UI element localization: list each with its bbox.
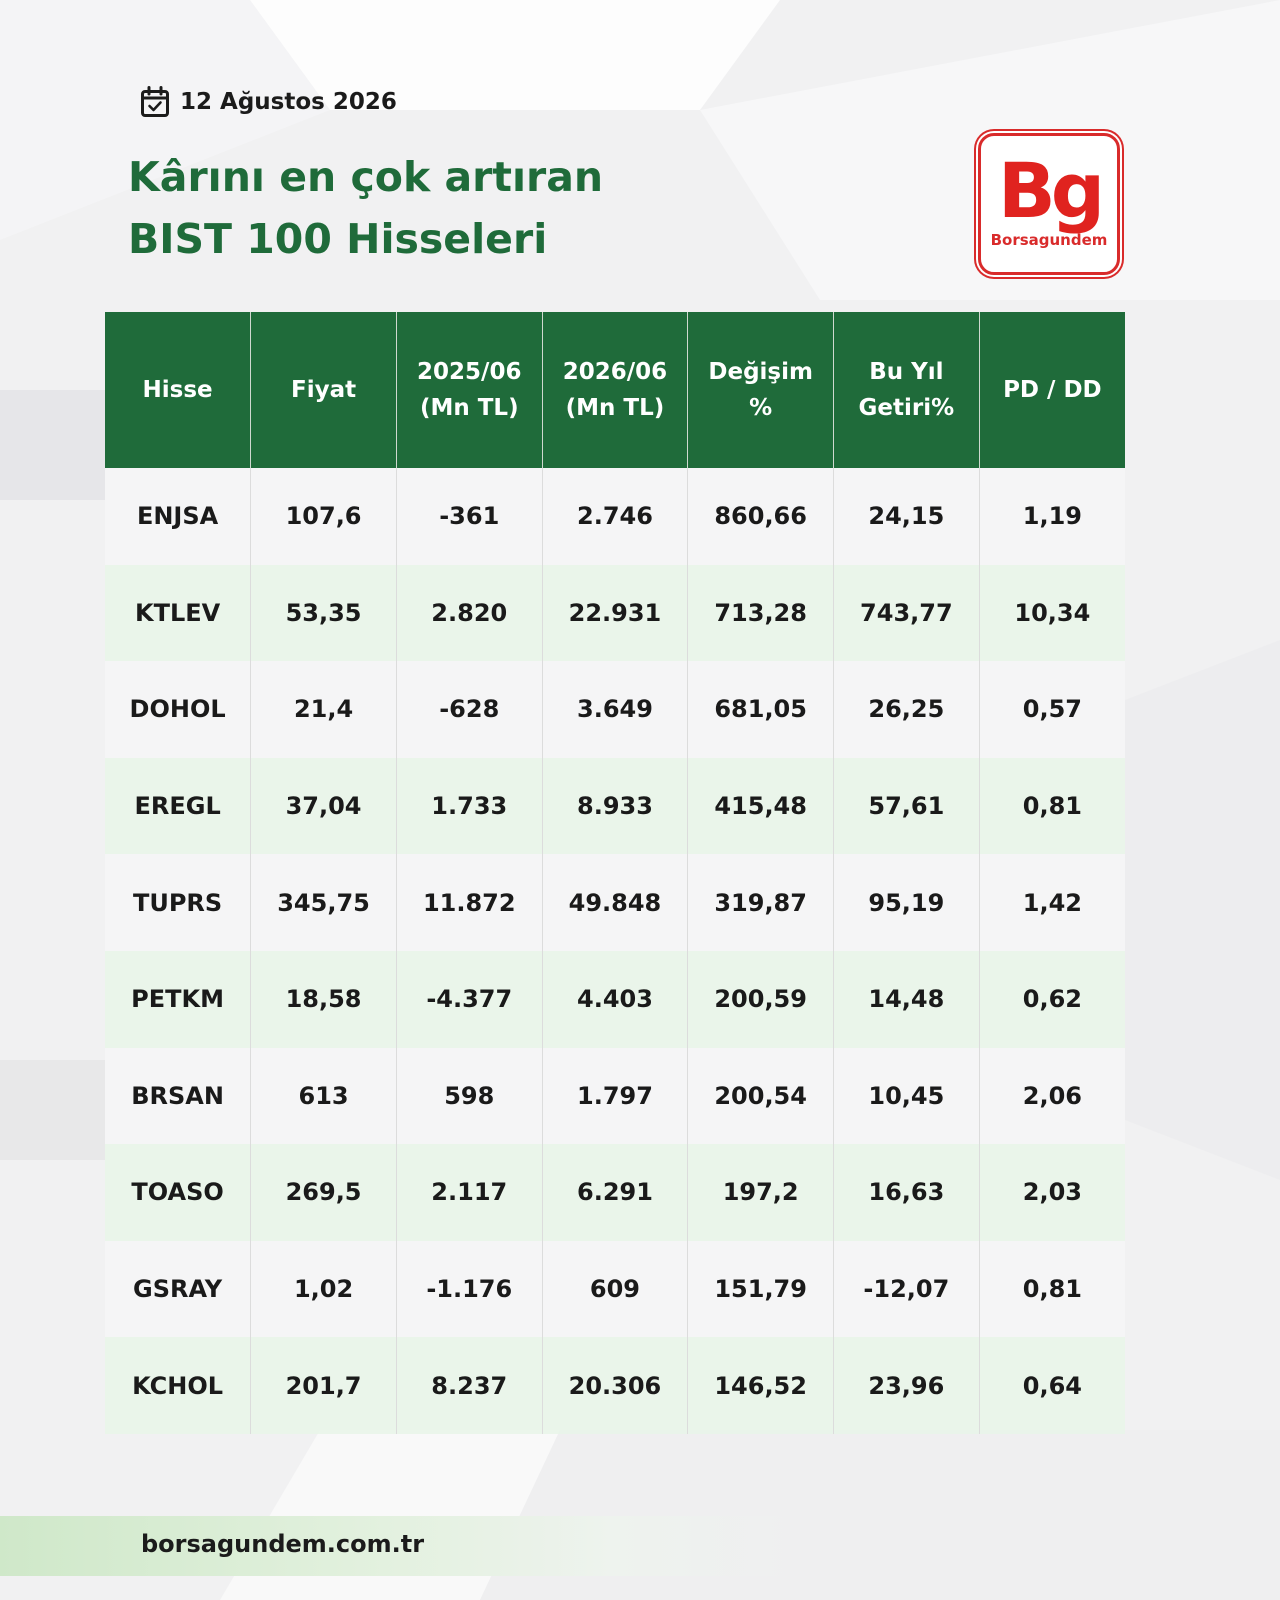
- cell-hisse: ENJSA: [105, 468, 251, 565]
- table-row: [105, 951, 1125, 1048]
- title-line-1: Kârını en çok artıran: [128, 153, 604, 201]
- cell-kar-2026: 6.291: [542, 1144, 688, 1241]
- column-header-fiyat: [251, 312, 397, 468]
- cell-getiri: 26,25: [834, 661, 980, 758]
- cell-hisse: KTLEV: [105, 565, 251, 662]
- cell-kar-2025: 2.820: [396, 565, 542, 662]
- cell-hisse: TOASO: [105, 1144, 251, 1241]
- column-header-line: Hisse: [142, 377, 213, 403]
- column-header-line: (Mn TL): [419, 395, 519, 421]
- column-header-getiri: [834, 312, 980, 468]
- cell-getiri: 57,61: [834, 758, 980, 855]
- column-header-kar-2026: [542, 312, 688, 468]
- cell-getiri: 23,96: [834, 1337, 980, 1434]
- cell-kar-2025: -4.377: [396, 951, 542, 1048]
- cell-degisim: 681,05: [688, 661, 834, 758]
- table-body: [105, 468, 1125, 1434]
- date-row: [140, 86, 397, 118]
- cell-kar-2025: 8.237: [396, 1337, 542, 1434]
- stocks-table-container: [105, 312, 1125, 1434]
- cell-hisse: GSRAY: [105, 1241, 251, 1338]
- cell-pd-dd: 0,57: [979, 661, 1125, 758]
- table-header-row: [105, 312, 1125, 468]
- cell-degisim: 415,48: [688, 758, 834, 855]
- cell-kar-2025: -628: [396, 661, 542, 758]
- cell-pd-dd: 2,03: [979, 1144, 1125, 1241]
- cell-kar-2026: 4.403: [542, 951, 688, 1048]
- cell-getiri: -12,07: [834, 1241, 980, 1338]
- column-header-line: Fiyat: [291, 377, 357, 403]
- borsagundem-logo: [978, 133, 1120, 275]
- cell-getiri: 95,19: [834, 854, 980, 951]
- table-row: [105, 854, 1125, 951]
- cell-kar-2026: 609: [542, 1241, 688, 1338]
- cell-hisse: KCHOL: [105, 1337, 251, 1434]
- cell-fiyat: 269,5: [251, 1144, 397, 1241]
- date-text: 12 Ağustos 2026: [180, 89, 397, 115]
- cell-degisim: 151,79: [688, 1241, 834, 1338]
- cell-pd-dd: 0,81: [979, 758, 1125, 855]
- cell-kar-2026: 49.848: [542, 854, 688, 951]
- column-header-line: PD / DD: [1003, 377, 1102, 403]
- column-header-degisim: [688, 312, 834, 468]
- cell-degisim: 146,52: [688, 1337, 834, 1434]
- cell-degisim: 200,59: [688, 951, 834, 1048]
- column-header-pd-dd: [979, 312, 1125, 468]
- column-header-hisse: [105, 312, 251, 468]
- cell-fiyat: 613: [251, 1048, 397, 1145]
- column-header-line: 2025/06: [417, 359, 522, 385]
- cell-fiyat: 201,7: [251, 1337, 397, 1434]
- logo-mark: Bg: [997, 146, 1101, 235]
- cell-fiyat: 345,75: [251, 854, 397, 951]
- cell-degisim: 197,2: [688, 1144, 834, 1241]
- calendar-check-icon: [140, 86, 170, 118]
- cell-kar-2025: 11.872: [396, 854, 542, 951]
- table-row: [105, 468, 1125, 565]
- cell-fiyat: 21,4: [251, 661, 397, 758]
- cell-kar-2025: 598: [396, 1048, 542, 1145]
- table-row: [105, 1241, 1125, 1338]
- cell-kar-2026: 20.306: [542, 1337, 688, 1434]
- table-row: [105, 1048, 1125, 1145]
- cell-kar-2025: 2.117: [396, 1144, 542, 1241]
- cell-kar-2025: -361: [396, 468, 542, 565]
- cell-fiyat: 18,58: [251, 951, 397, 1048]
- cell-kar-2026: 1.797: [542, 1048, 688, 1145]
- cell-degisim: 200,54: [688, 1048, 834, 1145]
- cell-kar-2026: 2.746: [542, 468, 688, 565]
- column-header-line: Değişim: [708, 359, 813, 385]
- column-header-line: %: [749, 395, 773, 421]
- table-row: [105, 758, 1125, 855]
- cell-fiyat: 1,02: [251, 1241, 397, 1338]
- footer-bar: [0, 1516, 1280, 1576]
- cell-pd-dd: 1,42: [979, 854, 1125, 951]
- column-header-line: (Mn TL): [565, 395, 665, 421]
- cell-pd-dd: 0,81: [979, 1241, 1125, 1338]
- cell-fiyat: 37,04: [251, 758, 397, 855]
- cell-pd-dd: 2,06: [979, 1048, 1125, 1145]
- cell-pd-dd: 0,62: [979, 951, 1125, 1048]
- cell-getiri: 10,45: [834, 1048, 980, 1145]
- cell-hisse: EREGL: [105, 758, 251, 855]
- cell-kar-2025: 1.733: [396, 758, 542, 855]
- logo-name: Borsagundem: [990, 231, 1108, 249]
- footer-website: borsagundem.com.tr: [141, 1530, 425, 1558]
- cell-fiyat: 53,35: [251, 565, 397, 662]
- cell-pd-dd: 1,19: [979, 468, 1125, 565]
- cell-getiri: 24,15: [834, 468, 980, 565]
- cell-kar-2026: 3.649: [542, 661, 688, 758]
- cell-kar-2026: 22.931: [542, 565, 688, 662]
- cell-pd-dd: 10,34: [979, 565, 1125, 662]
- cell-kar-2025: -1.176: [396, 1241, 542, 1338]
- cell-degisim: 860,66: [688, 468, 834, 565]
- cell-hisse: DOHOL: [105, 661, 251, 758]
- cell-getiri: 14,48: [834, 951, 980, 1048]
- column-header-line: Getiri%: [858, 395, 955, 421]
- cell-pd-dd: 0,64: [979, 1337, 1125, 1434]
- cell-hisse: TUPRS: [105, 854, 251, 951]
- column-header-line: Bu Yıl: [869, 359, 944, 385]
- stocks-table: [105, 312, 1125, 1434]
- table-row: [105, 661, 1125, 758]
- cell-fiyat: 107,6: [251, 468, 397, 565]
- cell-hisse: PETKM: [105, 951, 251, 1048]
- cell-degisim: 319,87: [688, 854, 834, 951]
- cell-getiri: 16,63: [834, 1144, 980, 1241]
- table-row: [105, 565, 1125, 662]
- cell-getiri: 743,77: [834, 565, 980, 662]
- cell-hisse: BRSAN: [105, 1048, 251, 1145]
- table-row: [105, 1337, 1125, 1434]
- title-line-2: BIST 100 Hisseleri: [128, 215, 548, 263]
- column-header-kar-2025: [396, 312, 542, 468]
- cell-kar-2026: 8.933: [542, 758, 688, 855]
- cell-degisim: 713,28: [688, 565, 834, 662]
- page-title: [128, 146, 603, 270]
- table-row: [105, 1144, 1125, 1241]
- column-header-line: 2026/06: [562, 359, 668, 385]
